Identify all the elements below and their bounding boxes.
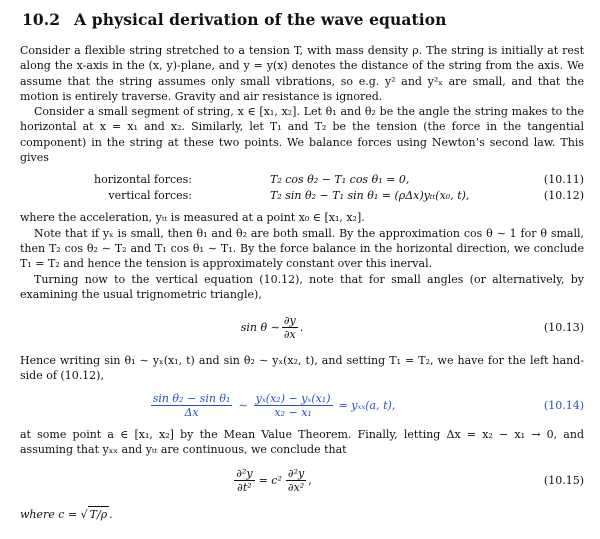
eq14-denominator-right: x₂ − x₁ — [274, 405, 312, 419]
section-title: A physical derivation of the wave equation — [74, 10, 447, 29]
paragraph-small-angle: Note that if yₓ is small, then θ₁ and θ₂ are both small. By the approximation cos θ ∼ 1 for θ small, then T₂ cos θ₂ ∼ T₂ and T₁ cos θ₁ ∼ T₁. By the force balance in the horizontal direction, we conclude T₁ = T₂ and hence the tension is approximately constant over this inerval. — [20, 226, 584, 271]
paragraph-intro: Consider a flexible string stretched to a tension T, with mass density ρ. The string is initially at rest along the x-axis in the (x, y)-plane, and y = y(x) denotes the distance of the string from the axis. We assume that the string assumes only small vibrations, so e.g. y² and y²ₓ are small, and that the motion is entirely traverse. Gravity and air resistance is ignored. — [20, 44, 584, 103]
paragraph-mean-value: at some point a ∈ [x₁, x₂] by the Mean Value Theorem. Finally, letting Δx = x₂ − x₁ → 0, and assuming that yₓₓ and yₜₜ are continuous, we conclude that — [20, 427, 584, 457]
section-heading — [22, 10, 584, 29]
vertical-force-row — [20, 188, 584, 204]
eq14-sim: ∼ — [238, 398, 248, 412]
eq14-fraction-left — [151, 392, 233, 419]
eq15-denominator-left: ∂t² — [237, 481, 252, 495]
eq15-numerator-right: ∂²y — [287, 467, 305, 481]
eq14-denominator-left: Δx — [184, 405, 199, 419]
eq13-denominator: ∂x — [283, 328, 296, 342]
radical-sign-icon: √ — [80, 508, 88, 522]
eq15-fraction-left — [234, 467, 254, 494]
wave-speed-suffix: . — [109, 508, 113, 522]
eq15-denominator-right: ∂x² — [287, 481, 305, 495]
eq15-tail: , — [308, 474, 312, 488]
force-balance-equations — [20, 172, 584, 204]
equation-number: (10.12) — [543, 189, 584, 203]
square-root — [81, 506, 110, 522]
equation-10-15 — [20, 467, 584, 494]
force-equation: T₂ sin θ₂ − T₁ sin θ₁ = (ρΔx)yₜₜ(x₀, t), — [270, 189, 470, 203]
eq14-numerator-right: yₓ(x₂) − yₓ(x₁) — [255, 391, 331, 405]
radicand: T/ρ — [89, 508, 108, 522]
eq13-lhs: sin θ ∼ — [240, 321, 280, 335]
equation-10-13 — [20, 314, 584, 341]
eq14-rhs: = yₓₓ(a, t), — [338, 398, 396, 412]
equation-number: (10.15) — [543, 474, 584, 488]
document-page — [20, 10, 584, 523]
eq14-numerator-left: sin θ₂ − sin θ₁ — [152, 391, 231, 405]
equation-number: (10.11) — [543, 173, 584, 187]
horizontal-force-row — [20, 172, 584, 188]
paragraph-acceleration: where the acceleration, yₜₜ is measured at a point x₀ ∈ [x₁, x₂]. — [20, 211, 365, 225]
equation-10-14 — [20, 392, 584, 419]
paragraph-segment: Consider a small segment of string, x ∈ [x₁, x₂]. Let θ₁ and θ₂ be the angle the string makes to the horizontal at x = x₁ and x₂. Similarly, let T₁ and T₂ be the tension (the force in the tangential component) in the string at these two points. We balance forces using Newton’s second law. This gives — [20, 105, 584, 165]
eq15-mid: = c² — [258, 474, 282, 488]
force-label: horizontal forces: — [94, 173, 192, 187]
eq13-numerator: ∂y — [283, 314, 296, 328]
paragraph-wave-speed — [20, 506, 584, 522]
force-label: vertical forces: — [108, 189, 192, 203]
section-number: 10.2 — [22, 10, 61, 29]
equation-number: (10.13) — [543, 321, 584, 335]
equation-number: (10.14) — [543, 398, 584, 412]
eq15-numerator-left: ∂²y — [236, 467, 253, 481]
paragraph-vertical: Turning now to the vertical equation (10.12), note that for small angles (or alternatively, by examining the usual trignometric triangle), — [20, 272, 584, 301]
eq13-tail: . — [299, 321, 304, 335]
eq14-fraction-right — [254, 392, 333, 419]
eq13-fraction — [282, 314, 298, 341]
wave-speed-prefix: where c = — [20, 508, 78, 522]
force-equation: T₂ cos θ₂ − T₁ cos θ₁ = 0, — [270, 173, 410, 187]
paragraph-left-hand-side: Hence writing sin θ₁ ∼ yₓ(x₁, t) and sin θ₂ ∼ yₓ(x₂, t), and setting T₁ = T₂, we have for the left hand-side of (10.12), — [20, 354, 584, 383]
eq15-fraction-right — [286, 467, 306, 494]
